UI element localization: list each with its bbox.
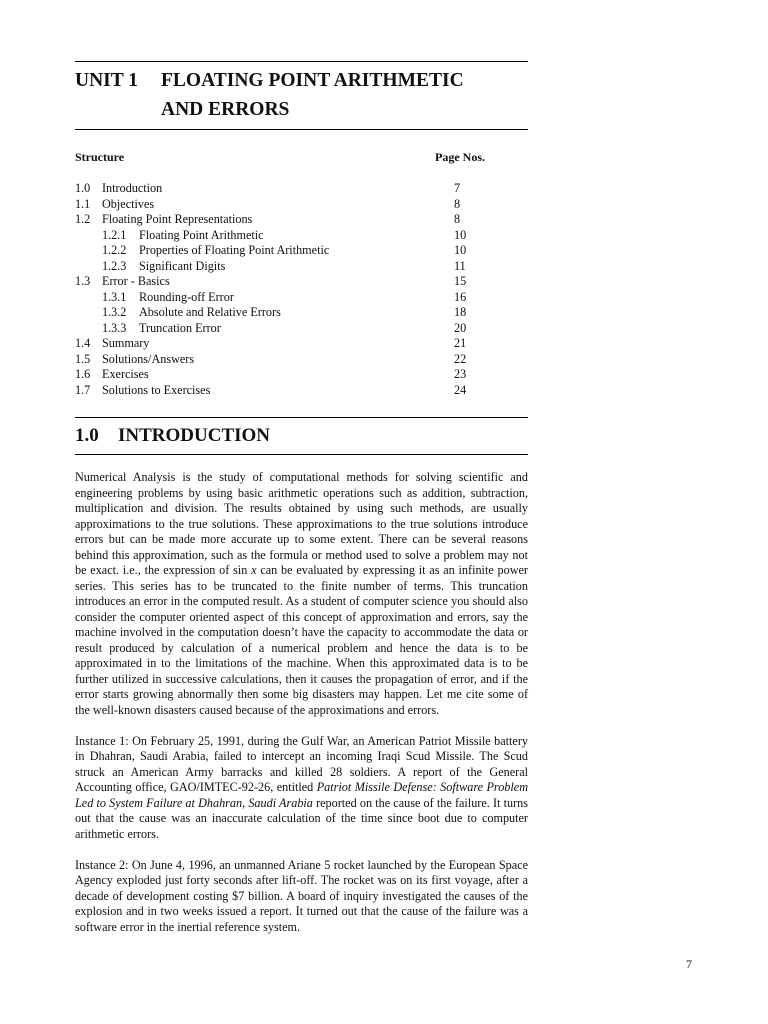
toc-title: Significant Digits xyxy=(139,258,226,273)
structure-heading: Structure xyxy=(75,150,125,164)
toc-number: 1.2.2 xyxy=(102,243,127,257)
toc-row xyxy=(75,228,528,244)
document-page xyxy=(75,0,528,935)
toc-row xyxy=(75,290,528,306)
unit-title-line-1: FLOATING POINT ARITHMETIC xyxy=(161,70,464,91)
toc-number: 1.2.3 xyxy=(102,258,127,273)
toc-row xyxy=(75,321,528,337)
toc-page-number: 23 xyxy=(454,367,467,381)
page-number: 7 xyxy=(686,957,692,971)
toc-row xyxy=(75,243,528,259)
section-number: 1.0 xyxy=(75,425,99,446)
toc-title: Objectives xyxy=(102,196,155,211)
toc-number: 1.6 xyxy=(75,367,91,381)
toc-title: Exercises xyxy=(102,367,149,381)
toc-number: 1.3.1 xyxy=(102,289,127,304)
toc-number: 1.2.1 xyxy=(102,227,127,242)
toc-page-number: 21 xyxy=(454,336,467,350)
toc-title: Introduction xyxy=(102,181,163,195)
unit-title-line-2: AND ERRORS xyxy=(161,99,290,120)
section-heading xyxy=(75,420,528,452)
section-top-rule xyxy=(75,417,528,418)
toc-page-number: 10 xyxy=(454,243,467,257)
toc-title: Floating Point Arithmetic xyxy=(139,227,264,242)
toc-number: 1.7 xyxy=(75,382,91,397)
toc-title: Summary xyxy=(102,336,150,350)
unit-number: UNIT 1 xyxy=(75,70,139,91)
toc-page-number: 18 xyxy=(454,305,467,319)
table-of-contents xyxy=(75,181,528,398)
toc-row xyxy=(75,274,528,290)
paragraph-introduction xyxy=(75,470,528,718)
unit-title xyxy=(161,66,528,124)
toc-page-number: 20 xyxy=(454,320,467,335)
toc-number: 1.1 xyxy=(75,196,91,211)
page-nos-heading: Page Nos. xyxy=(435,150,485,164)
toc-row xyxy=(75,336,528,352)
variable-x: x xyxy=(251,563,257,577)
toc-page-number: 22 xyxy=(454,351,467,366)
toc-page-number: 8 xyxy=(454,212,461,226)
toc-number: 1.5 xyxy=(75,351,91,366)
toc-title: Floating Point Representations xyxy=(102,212,253,226)
section-bottom-rule xyxy=(75,454,528,455)
toc-number: 1.3.2 xyxy=(102,305,127,319)
toc-title: Solutions to Exercises xyxy=(102,382,211,397)
toc-row xyxy=(75,367,528,383)
toc-row xyxy=(75,197,528,213)
toc-page-number: 8 xyxy=(454,196,461,211)
paragraph-instance-1 xyxy=(75,734,528,843)
toc-title: Solutions/Answers xyxy=(102,351,195,366)
toc-number: 1.4 xyxy=(75,336,91,350)
paragraph-instance-2: Instance 2: On June 4, 1996, an unmanned Ariane 5 rocket launched by the European Space Agency exploded just forty seconds after lift-off. The rocket was on its first voyage, after a decade of development costing $7 billion. A board of inquiry investigated the causes of the explosion and in two weeks issued a report. It turned out that the cause of the failure was a software error in the inertial reference system. xyxy=(75,857,528,934)
toc-number: 1.0 xyxy=(75,181,91,195)
toc-number: 1.3 xyxy=(75,274,91,288)
toc-title: Rounding-off Error xyxy=(139,289,234,304)
toc-row xyxy=(75,181,528,197)
top-rule xyxy=(75,61,528,62)
structure-header xyxy=(75,150,528,165)
toc-title: Absolute and Relative Errors xyxy=(139,305,281,319)
paragraph-2-part-b: reported on the cause of the failure. It turns out that the cause was an inaccurate calculation of the time since boot due to computer arithmetic errors. xyxy=(75,795,528,841)
toc-row xyxy=(75,383,528,399)
section-title: INTRODUCTION xyxy=(118,425,271,446)
toc-number: 1.2 xyxy=(75,212,91,226)
paragraph-1-part-b: can be evaluated by expressing it as an infinite power series. This series has to be truncated to the finite number of terms. This truncation introduces an error in the computed result. As a student of computer science you should also consider the computer oriented aspect of this concept of approximation and errors, say the machine involved in the computation doesn’t have the capacity to accommodate the data or result produced by calculation of a numerical problem and hence the data is to be approximated in to the limitations of the machine. When this approximated data is to be further utilized in successive calculations, then it causes the propagation of error, and if the error starts growing abnormally then some big disasters may happen. Let me cite some of the well-known disasters caused because of the approximations and errors. xyxy=(75,563,528,717)
toc-number: 1.3.3 xyxy=(102,320,127,335)
report-title: Patriot Missile Defense: Software Problem Led to System Failure at Dhahran, Saudi Arabia xyxy=(75,780,528,810)
toc-title: Error - Basics xyxy=(102,274,170,288)
paragraph-2-part-a: Instance 1: On February 25, 1991, during the Gulf War, an American Patriot Missile battery in Dhahran, Saudi Arabia, failed to intercept an incoming Iraqi Scud Missile. The Scud struck an American Army barracks and killed 28 soldiers. A report of the General Accounting office, GAO/IMTEC-92-26, entitled xyxy=(75,733,528,794)
toc-page-number: 10 xyxy=(454,227,467,242)
toc-title: Properties of Floating Point Arithmetic xyxy=(139,243,330,257)
toc-page-number: 11 xyxy=(454,258,466,273)
toc-title: Truncation Error xyxy=(139,320,221,335)
unit-heading xyxy=(75,66,528,124)
toc-page-number: 7 xyxy=(454,181,461,195)
paragraph-1-part-a: Numerical Analysis is the study of computational methods for solving scientific and engineering problems by using basic arithmetic operations such as addition, subtraction, multiplication and division. The results obtained by using such methods, are usually approximations to the true solutions. These approximations to the true solutions introduce errors but can be made more accurate up to some extent. There can be several reasons behind this approximation, such as the formula or method used to solve a problem may not be exact. i.e., the expression of sin xyxy=(75,470,528,577)
toc-page-number: 15 xyxy=(454,274,467,288)
unit-bottom-rule xyxy=(75,129,528,130)
toc-page-number: 24 xyxy=(454,382,467,397)
toc-row xyxy=(75,212,528,228)
toc-page-number: 16 xyxy=(454,289,467,304)
toc-row xyxy=(75,259,528,275)
toc-row xyxy=(75,305,528,321)
toc-row xyxy=(75,352,528,368)
